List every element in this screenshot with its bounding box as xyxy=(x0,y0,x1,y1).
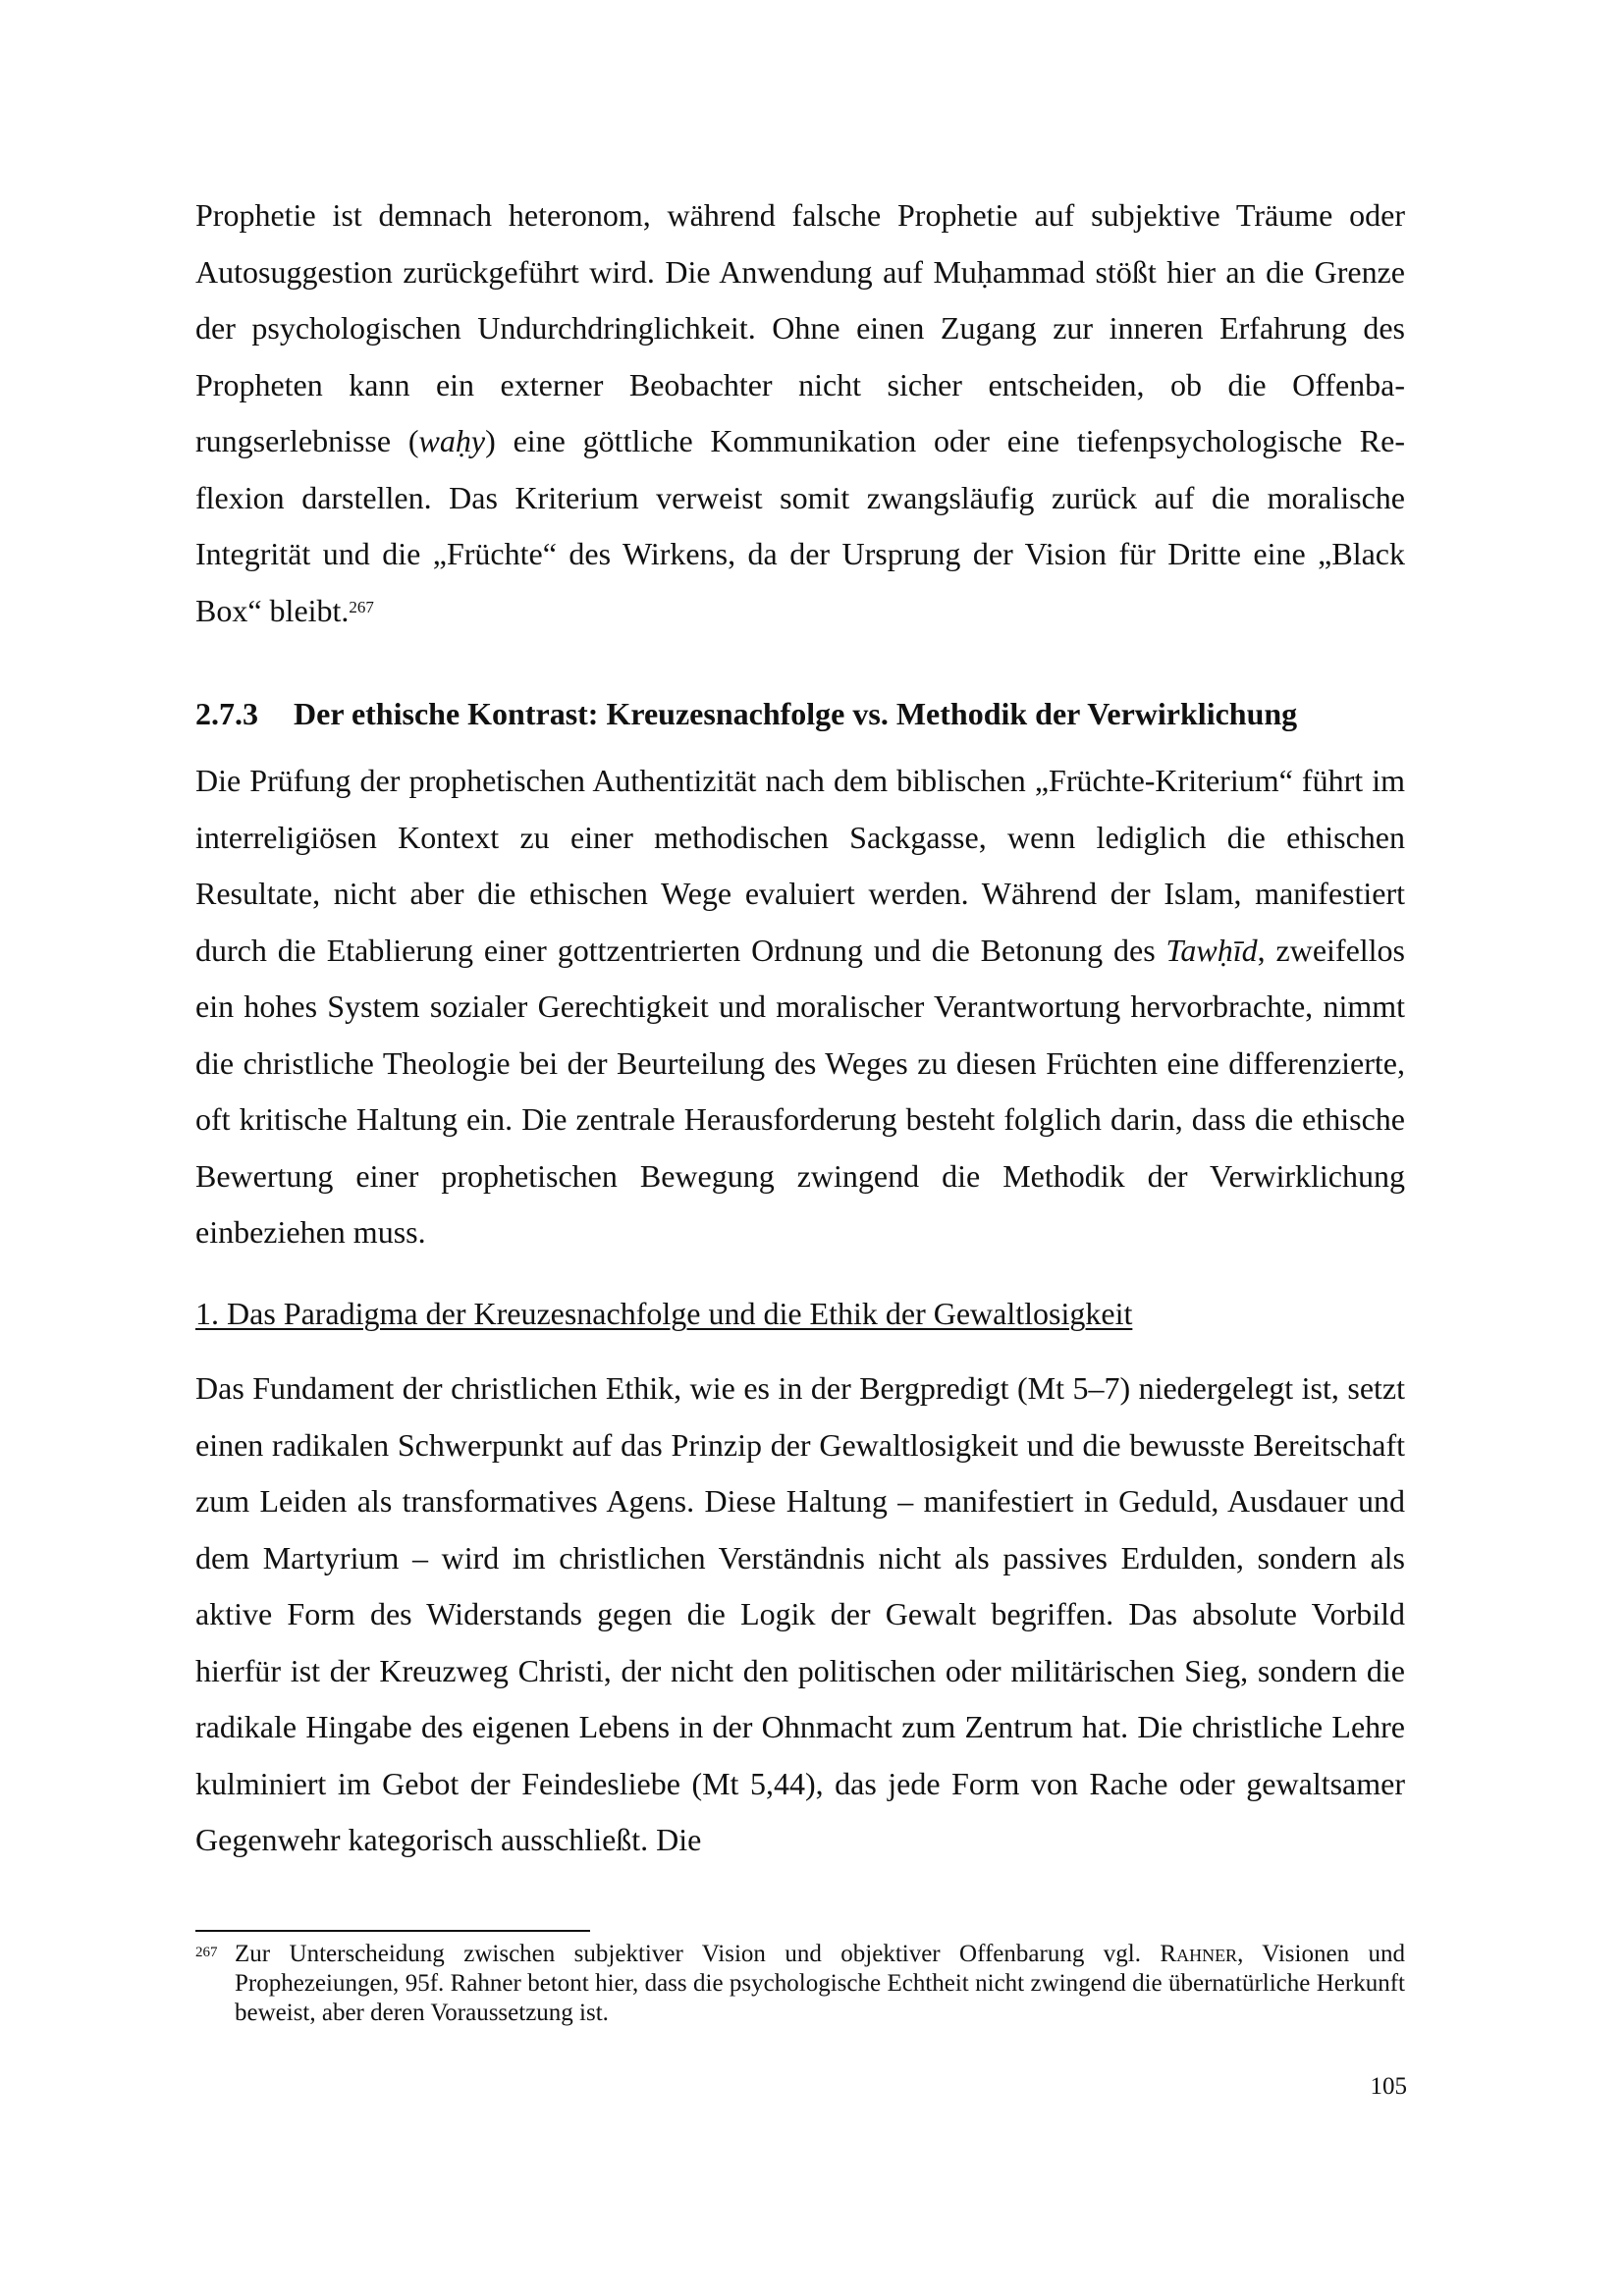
footnote xyxy=(195,1940,1405,2028)
paragraph-2-text-b: , zweifellos ein hohes System sozialer Gerechtigkeit und moralischer Verantwortung hervorbrachte, nimmt die christliche Theologie bei der Beurteilung des Weges zu diesen Früchten eine differenzierte, oft kritische Haltung ein. Die zentrale Herausforderung besteht folglich darin, dass die ethische Bewertung einer prophetischen Bewegung zwingend die Methodik der Verwirklichung einbeziehen muss. xyxy=(195,932,1406,1250)
paragraph-2 xyxy=(195,753,1405,1261)
footnote-divider xyxy=(195,1930,590,1932)
paragraph-1-text-a: Prophetie ist demnach heteronom, während falsche Prophetie auf subjektive Träume oder Autosuggestion zurückgeführt wird. Die Anwendung auf Muḥammad stößt hier an die Grenze der psychologischen Undurchdringlichkeit. Ohne einen Zugang zur inneren Erfahrung des Propheten kann ein externer Beobachter nicht sicher entscheiden, ob die Offenbarungserlebnisse ( xyxy=(195,197,1405,458)
paragraph-3 xyxy=(195,1361,1405,1869)
paragraph-1 xyxy=(195,187,1405,639)
page-number: 105 xyxy=(1370,2073,1407,2100)
section-number: 2.7.3 xyxy=(195,696,258,731)
paragraph-3-text: Das Fundament der christlichen Ethik, wie es in der Bergpredigt (Mt 5–7) niedergelegt ist, setzt einen radikalen Schwerpunkt auf das Prinzip der Gewaltlosigkeit und die bewusste Bereitschaft zum Leiden als transformatives Agens. Diese Haltung – manifestiert in Geduld, Ausdauer und dem Martyrium – wird im christlichen Verständnis nicht als passives Erdulden, sondern als aktive Form des Widerstands gegen die Logik der Gewalt begriffen. Das absolute Vorbild hierfür ist der Kreuzweg Christi, der nicht den politischen oder militärischen Sieg, sondern die radikale Hingabe des eigenen Lebens in der Ohnmacht zum Zentrum hat. Die christliche Lehre kulminiert im Gebot der Feindesliebe (Mt 5,44), das jede Form von Rache oder gewaltsamer Gegenwehr kategorisch ausschließt. Die xyxy=(195,1370,1405,1857)
footnote-number: 267 xyxy=(195,1945,218,1960)
footnote-author: Rahner xyxy=(1160,1941,1238,1967)
paragraph-1-text-b: ) eine göttliche Kommunikation oder eine tiefenpsychologische Reflexion darstellen. Das Kriterium verweist somit zwangsläufig zurück auf die moralische Integrität und die „Früchte“ des Wirkens, da der Ursprung der Vision für Dritte eine „Black Box“ bleibt. xyxy=(195,423,1406,628)
section-heading xyxy=(195,686,1413,742)
section-title: Der ethische Kontrast: Kreuzesnachfolge vs. Methodik der Verwirklichung xyxy=(294,696,1298,731)
term-tawhid: Tawḥīd xyxy=(1165,932,1258,968)
term-wahy: waḥy xyxy=(418,423,486,458)
paragraph-2-text-a: Die Prüfung der prophetischen Authentizität nach dem biblischen „Früchte-Kriterium“ führt im interreligiösen Kontext zu einer methodischen Sackgasse, wenn lediglich die ethischen Resultate, nicht aber die ethischen Wege evaluiert werden. Während der Islam, manifestiert durch die Etablierung einer gottzentrierten Ordnung und die Betonung des xyxy=(195,763,1405,968)
footnote-reference[interactable]: 267 xyxy=(349,597,374,616)
subsection-heading: 1. Das Paradigma der Kreuzesnachfolge und die Ethik der Gewaltlosigkeit xyxy=(195,1296,1133,1331)
footnote-text-a: Zur Unterscheidung zwischen subjektiver Vision und objektiver Offenbarung vgl. xyxy=(235,1941,1161,1967)
footnote-text-b: , Visionen und Prophezeiungen, 95f. Rahner betont hier, dass die psychologische Echtheit nicht zwingend die übernatürliche Herkunft beweist, aber deren Voraussetzung ist. xyxy=(235,1941,1406,2026)
